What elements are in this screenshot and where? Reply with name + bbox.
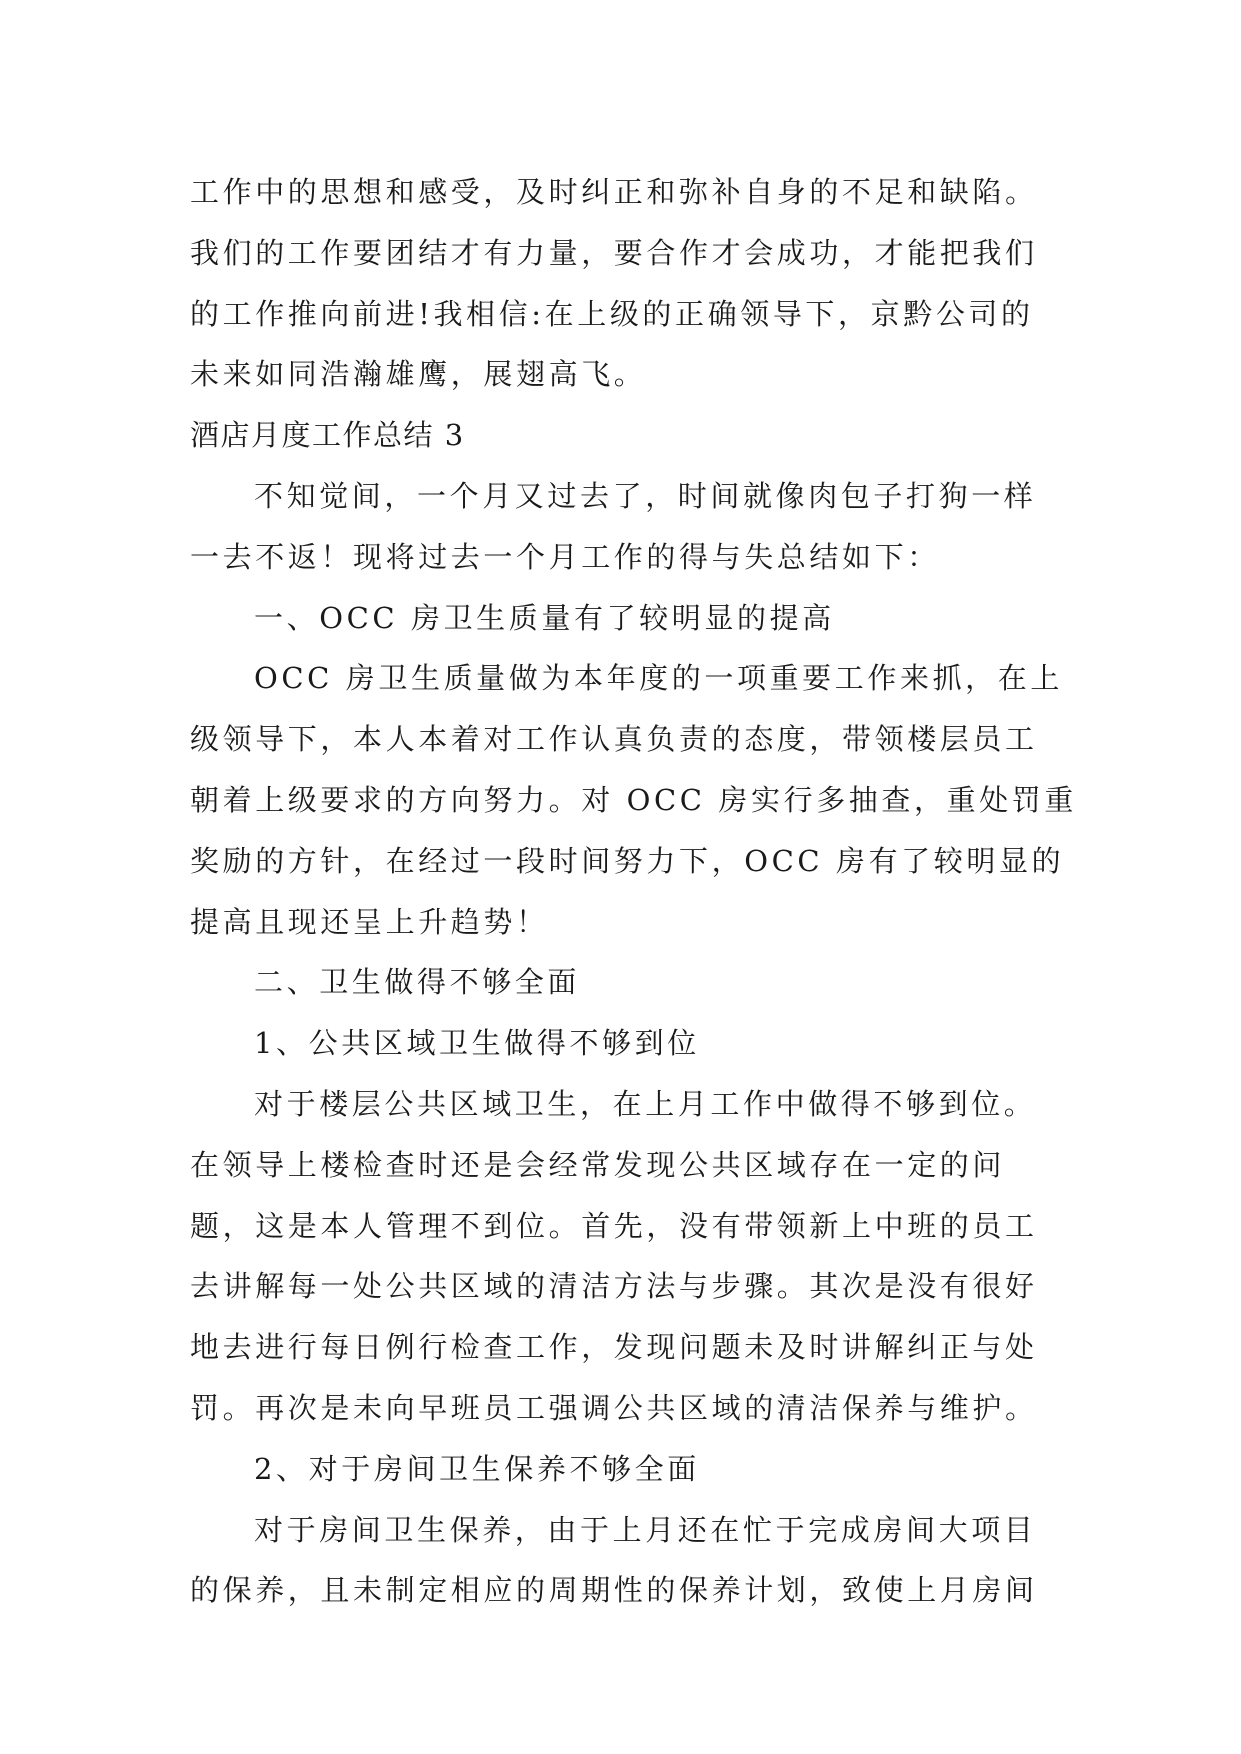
text-line: 在领导上楼检查时还是会经常发现公共区域存在一定的问 [190, 1147, 1006, 1182]
text-line: 的保养，且未制定相应的周期性的保养计划，致使上月房间 [190, 1573, 1038, 1608]
paragraph-first-line: 不知觉间，一个月又过去了，时间就像肉包子打狗一样 [254, 478, 1037, 513]
text-line: 奖励的方针，在经过一段时间努力下，OCC 房有了较明显的 [190, 843, 1065, 878]
text-line: 朝着上级要求的方向努力。对 OCC 房实行多抽查，重处罚重 [190, 782, 1077, 817]
text-line: 我们的工作要团结才有力量，要合作才会成功，才能把我们 [190, 235, 1038, 270]
section-title: 酒店月度工作总结 3 [190, 418, 465, 453]
heading-two: 二、卫生做得不够全面 [254, 965, 581, 1000]
text-line: 罚。再次是未向早班员工强调公共区域的清洁保养与维护。 [190, 1390, 1038, 1425]
paragraph-first-line: 对于房间卫生保养，由于上月还在忙于完成房间大项目 [254, 1512, 1037, 1547]
text-line: 未来如同浩瀚雄鹰，展翅高飞。 [190, 357, 647, 392]
subheading-two: 2、对于房间卫生保养不够全面 [254, 1451, 700, 1486]
paragraph-first-line: OCC 房卫生质量做为本年度的一项重要工作来抓，在上 [254, 661, 1063, 696]
text-line: 去讲解每一处公共区域的清洁方法与步骤。其次是没有很好 [190, 1269, 1038, 1304]
subheading-one: 1、公共区域卫生做得不够到位 [254, 1026, 700, 1061]
text-line: 的工作推向前进!我相信:在上级的正确领导下，京黔公司的 [190, 296, 1034, 331]
text-line: 一去不返！现将过去一个月工作的得与失总结如下： [190, 539, 940, 574]
document-body [190, 162, 1077, 1621]
text-line: 提高且现还呈上升趋势！ [190, 904, 549, 939]
text-line: 地去进行每日例行检查工作，发现问题未及时讲解纠正与处 [190, 1330, 1038, 1365]
text-line: 级领导下，本人本着对工作认真负责的态度，带领楼层员工 [190, 722, 1038, 757]
heading-one: 一、OCC 房卫生质量有了较明显的提高 [254, 600, 835, 635]
text-line: 工作中的思想和感受，及时纠正和弥补自身的不足和缺陷。 [190, 175, 1038, 209]
text-line: 题，这是本人管理不到位。首先，没有带领新上中班的员工 [190, 1208, 1038, 1243]
paragraph-first-line: 对于楼层公共区域卫生，在上月工作中做得不够到位。 [254, 1086, 1037, 1121]
